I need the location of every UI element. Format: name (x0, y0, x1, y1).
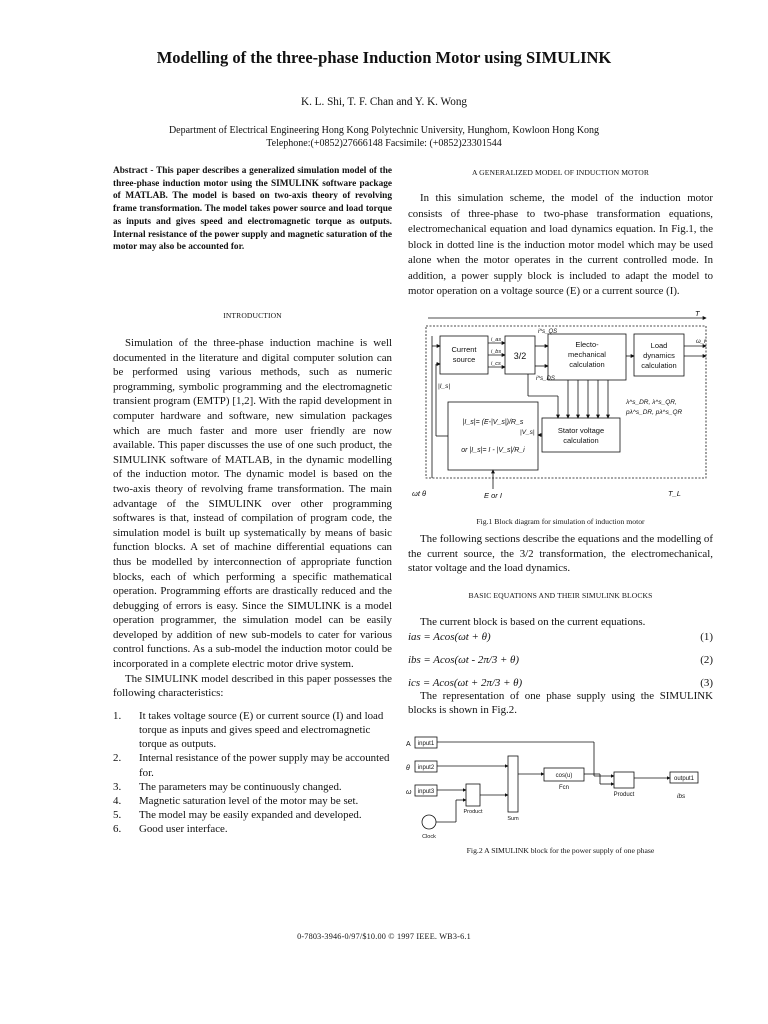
supply-equation-2: or |I_s|= I - |V_s|/R_i (461, 447, 525, 454)
section-heading-basic-equations: BASIC EQUATIONS AND THEIR SIMULINK BLOCKS (468, 591, 653, 600)
list-item: 2. Internal resistance of the power supply may be accounted for. (113, 752, 390, 779)
paper-title: Modelling of the three-phase Induction Motor using SIMULINK (156, 48, 612, 67)
product2-label: Product (613, 792, 635, 798)
current-source-label-2: source (452, 355, 476, 364)
power-supply-block (448, 402, 538, 470)
stator-label-2: calculation (563, 436, 599, 445)
current-source-label-1: Current (451, 345, 477, 354)
transform-label: 3/2 (513, 351, 527, 361)
equation-2: ibs = Acos(ωt - 2π/3 + θ) (2) (408, 653, 713, 666)
electromech-label-3: calculation (569, 360, 605, 369)
basic-paragraph-2: The representation of one phase supply using the SIMULINK blocks is shown in Fig.2. (408, 689, 713, 717)
signal-is-magnitude: |I_s| (438, 383, 451, 390)
stator-label-1: Stator voltage (557, 426, 605, 435)
clock-label: Clock (422, 834, 436, 840)
list-item: 3. The parameters may be continuously changed. (113, 780, 342, 793)
right-column-middle (408, 532, 713, 576)
input3-label: input3 (417, 789, 435, 795)
output-signal-label: ibs (677, 793, 686, 800)
supply-equation-1: |I_s|= (E-|V_s|)/R_s (462, 419, 524, 426)
right-column-intro (408, 191, 713, 300)
list-item: 6. Good user interface. (113, 823, 228, 836)
input-omega-theta: ωt θ (412, 489, 427, 498)
sum-block (508, 756, 518, 812)
input-load-torque: T_L (668, 489, 681, 498)
clock-block (422, 815, 436, 829)
intro-paragraph-1: Simulation of the three-phase induction machine is well documented in the literature and digital computer solution can be performed using various methods, such as numeric programming, symbolic programming and the electromagnetic transient program (EMTP) [1,2]. With the rapid development in computer hardware and software, new simulation packages which are much faster and more user friendly are now available. This paper discusses the use of one such product, the SIMULINK software of MATLAB, in the dynamic modelling of the induction motor. The dynamic model is based on the two-axis theory of revolving frame transformation. The main advantage of the SIMULINK over other programming softwares is that, instead of compilation of program code, the simulation model is built up systematically by means of basic function blocks. A set of machine differential equations can thus be modelled by interconnection of appropriate function blocks, each of which performing a specific mathematical operation. Programming efforts are drastically reduced and the debugging of errors is easy. Since the SIMULINK is a model operation programmer, the simulation model can be easily developed by addition of new sub-models to cater for various control functions. As a sub-model the induction motor could be incorporated in a complete electric motor drive system. (113, 337, 392, 671)
affiliation-line-2: Telephone:(+0852)27666148 Facsimile: (+0852)23301544 (266, 138, 502, 149)
signal-ids: i^s_DS (536, 376, 555, 382)
fcn-expression: cos(u) (555, 773, 573, 779)
features-list (113, 709, 392, 837)
load-label-3: calculation (641, 361, 677, 370)
equation-1: ias = Acos(ωt + θ) (1) (408, 630, 713, 643)
stator-voltage-block (542, 418, 620, 452)
electromech-label-1: Electo- (575, 340, 599, 349)
signal-iqs: i^s_QS (538, 329, 558, 335)
output-torque: T (695, 309, 700, 318)
input3-tag: ω (406, 789, 412, 796)
general-paragraph-1: In this simulation scheme, the model of the induction motor consists of three-phase to two-phase transformation equations, electromechanical equation and load dynamics equation. In Fig.1, the block in dotted line is the induction motor model which may be used alone when the motor operates in the current controlled mode. In addition, a power supply block is included to adapt the model to motor operation on a voltage source (E) or a current source (I). (408, 192, 713, 297)
input1-tag: A (406, 741, 411, 748)
input1-label: input1 (417, 741, 435, 747)
page-footer: 0-7803-3946-0/97/$10.00 © 1997 IEEE. WB3-6.1 (297, 932, 471, 941)
abstract: Abstract - This paper describes a generalized simulation model of the three-phase induction motor using the SIMULINK software package of MATLAB. The model is based on two-axis theory of revolving frame transformation. The model takes power source and load torque as inputs and gives speed and electromagnetic torque as outputs. Internal resistance of the power supply and magnetic saturation of the motor may also be accounted for. (113, 166, 392, 253)
figure-1-block-diagram (408, 306, 714, 506)
flux-label-1: λ^s_DR, λ^s_QR, (626, 399, 677, 406)
section-heading-introduction: INTRODUCTION (223, 311, 282, 320)
signal-ibs: i_bs (491, 349, 502, 355)
product-block-1 (466, 784, 480, 806)
input2-tag: θ (406, 765, 410, 772)
figure-1-caption: Fig.1 Block diagram for simulation of induction motor (476, 517, 645, 526)
paper-affiliation (0, 124, 768, 150)
affiliation-line-1: Department of Electrical Engineering Hong Kong Polytechnic University, Hunghom, Kowloon Hong Kong (168, 125, 600, 136)
figure-2-simulink-block (404, 736, 714, 842)
fcn-label: Fcn (558, 785, 570, 791)
section-heading-generalized-model: A GENERALIZED MODEL OF INDUCTION MOTOR (472, 168, 649, 177)
input-e-or-i: E or I (484, 491, 502, 500)
product1-label: Product (463, 809, 483, 815)
figure-2-caption: Fig.2 A SIMULINK block for the power supply of one phase (466, 846, 655, 855)
equation-3: ics = Acos(ωt + 2π/3 + θ) (3) (408, 676, 713, 689)
output1-label: output1 (673, 776, 695, 782)
intro-paragraph-2: The SIMULINK model described in this paper possesses the following characteristics: (113, 672, 392, 700)
paper-authors: K. L. Shi, T. F. Chan and Y. K. Wong (300, 96, 468, 108)
output-speed: ω_r (696, 339, 707, 345)
list-item: 1. It takes voltage source (E) or current source (I) and load torque as inputs and gives speed and electromagnetic torque as outputs. (113, 709, 384, 751)
signal-ias: i_as (491, 337, 502, 343)
input2-label: input2 (417, 765, 435, 771)
signal-ics: i_cs (491, 361, 501, 367)
sum-label: Sum (507, 816, 519, 822)
list-item: 4. Magnetic saturation level of the motor may be set. (113, 795, 359, 808)
product-block-2 (614, 772, 634, 788)
basic-paragraph-1: The current block is based on the current equations. (420, 616, 646, 628)
load-label-1: Load (650, 341, 668, 350)
right-column-equations (408, 615, 713, 718)
load-label-2: dynamics (643, 351, 675, 360)
general-paragraph-2: The following sections describe the equations and the modelling of the current source, the 3/2 transformation, the electromechanical, stator voltage and the load dynamics. (408, 533, 713, 575)
electromech-label-2: mechanical (568, 350, 606, 359)
left-column-body (113, 336, 392, 837)
flux-label-2: pλ^s_DR, pλ^s_QR (626, 409, 683, 416)
list-item: 5. The model may be easily expanded and developed. (113, 809, 362, 822)
signal-vs-magnitude: |V_s| (520, 429, 535, 436)
